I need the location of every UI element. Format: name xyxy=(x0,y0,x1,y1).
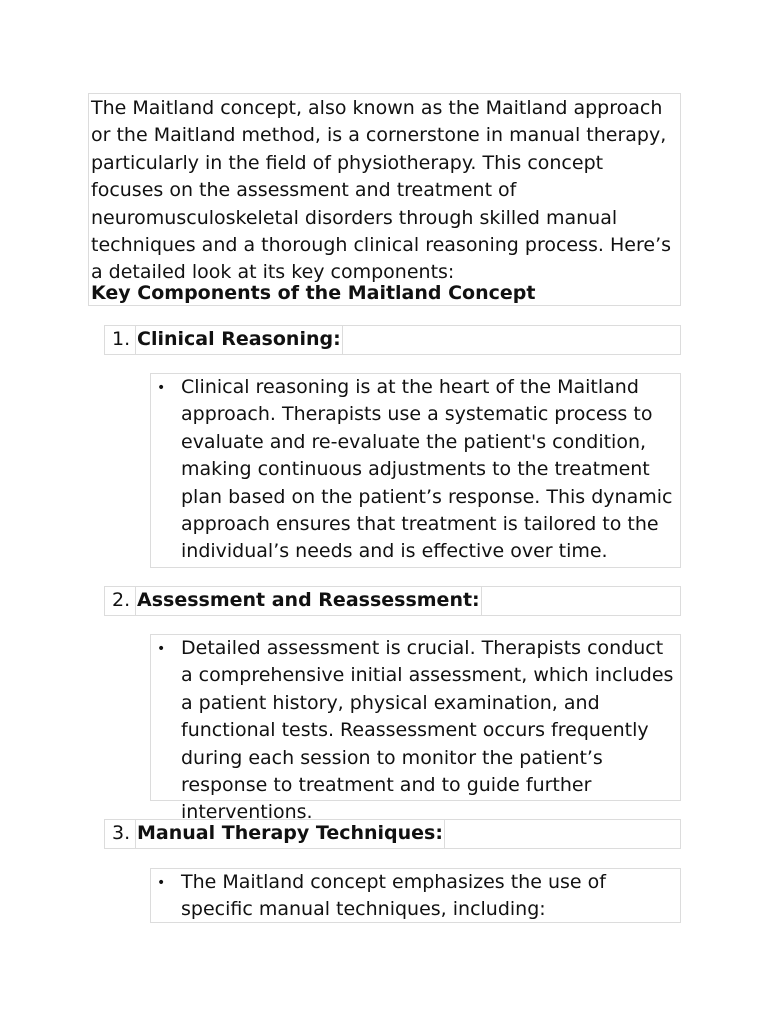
intro-paragraph: The Maitland concept, also known as the Maitland approach or the Maitland method, is a cornerstone in manual therapy, particularly in the field of physiotherapy. This concept focuses on the assessment and treatment of neuromusculoskeletal disorders through skilled manual techniques and a thorough clinical reasoning process. Here’s a detailed look at its key components: xyxy=(91,97,672,284)
list-item-2-number: 2. xyxy=(112,589,131,611)
list-item-1-number: 1. xyxy=(112,328,131,350)
bullet-icon: • xyxy=(157,641,166,657)
list-item-2-title: Assessment and Reassessment: xyxy=(135,587,482,615)
list-item-1-bullet-text: Clinical reasoning is at the heart of the Maitland approach. Therapists use a systematic process to evaluate and re-evaluate the patient's condition, making continuous adjustments to the treatment plan based on the patient’s response. This dynamic approach ensures that treatment is tailored to the individual’s needs and is effective over time. xyxy=(181,376,673,563)
bullet-icon: • xyxy=(157,875,166,891)
bullet-icon: • xyxy=(157,380,166,396)
list-item-2-bullet-text: Detailed assessment is crucial. Therapists conduct a comprehensive initial assessment, which includes a patient history, physical examination, and functional tests. Reassessment occurs frequently during each session to monitor the patient’s response to treatment and to guide further interventions. xyxy=(181,637,674,824)
list-item-3-title: Manual Therapy Techniques: xyxy=(135,820,445,848)
list-item-3-number: 3. xyxy=(112,822,131,844)
list-item-1-title: Clinical Reasoning: xyxy=(135,326,343,354)
section-heading: Key Components of the Maitland Concept xyxy=(91,282,536,304)
list-item-3-bullet-text: The Maitland concept emphasizes the use of specific manual techniques, including: xyxy=(181,871,606,921)
